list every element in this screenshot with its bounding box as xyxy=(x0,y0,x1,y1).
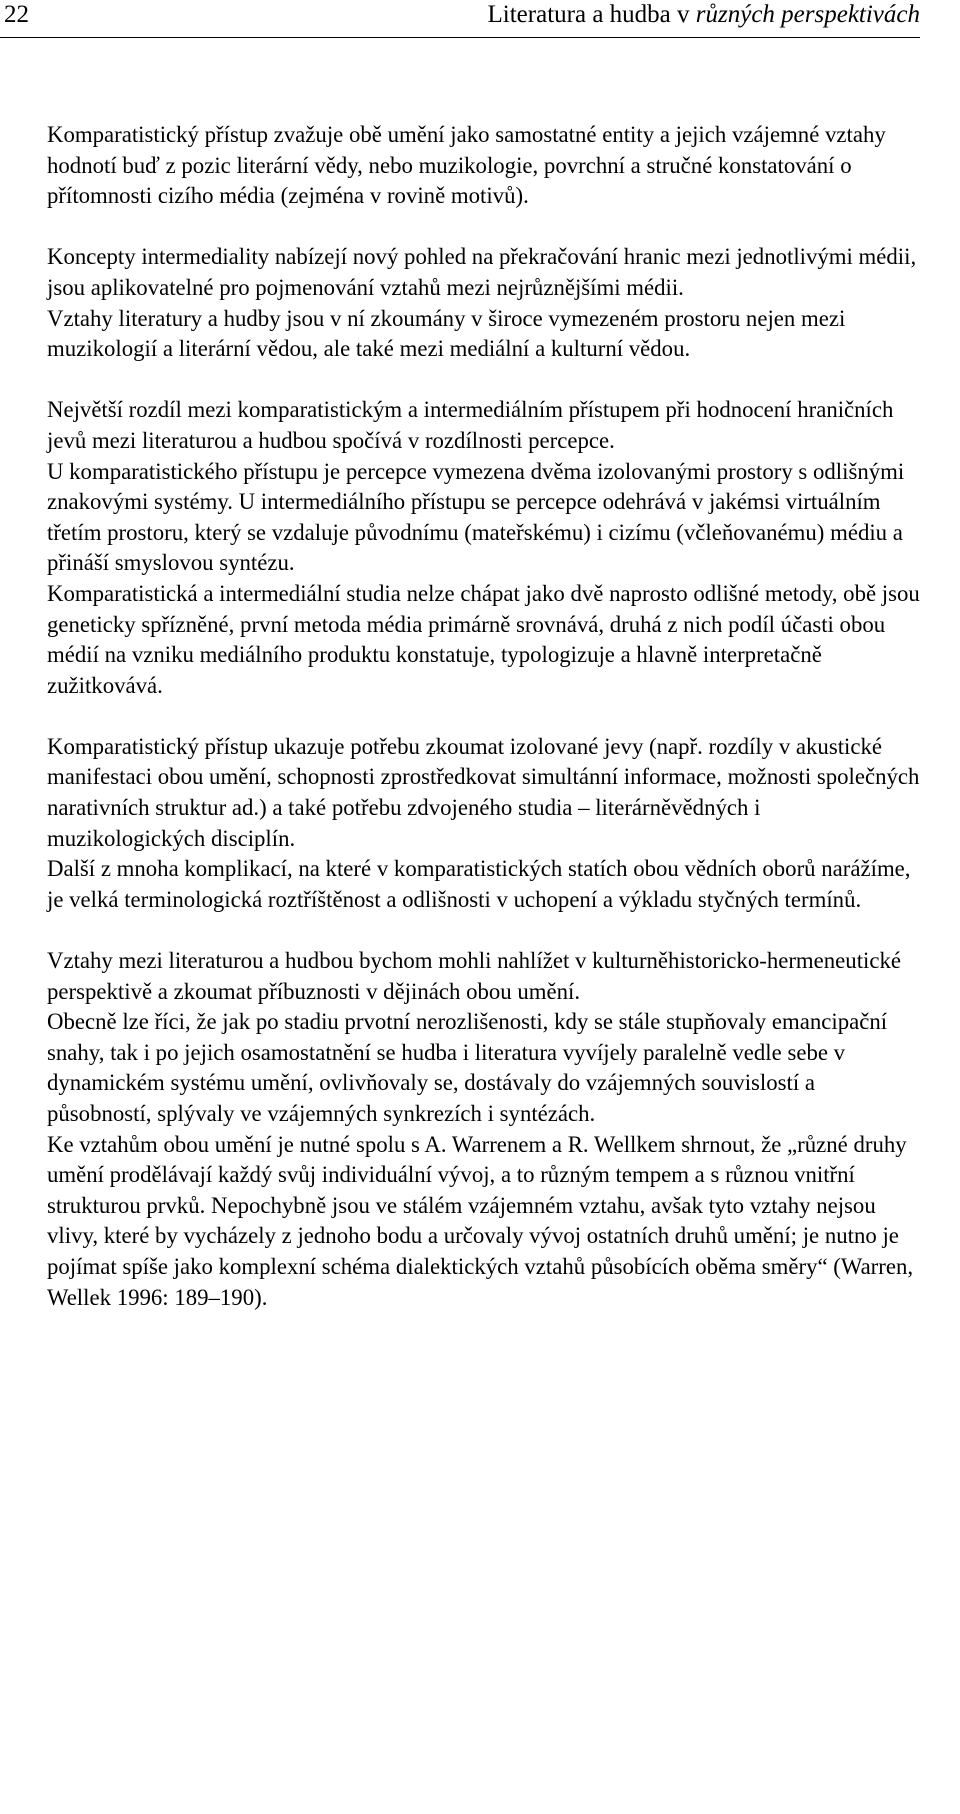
paragraph: Komparatistický přístup ukazuje potřebu zkoumat izolované jevy (např. rozdíly v akustické manifestaci obou umění, schopnosti zprostředkovat simultánní informace, možnosti společných narativních struktur ad.) a také potřebu zdvojeného studia – literárněvědných i muzikologických disciplín. xyxy=(47,733,920,851)
paragraph: Největší rozdíl mezi komparatistickým a intermediálním přístupem při hodnocení hraničních jevů mezi literaturou a hudbou spočívá v rozdílnosti percepce. xyxy=(47,397,894,453)
page-header xyxy=(0,0,960,40)
paragraph: Koncepty intermediality nabízejí nový pohled na překračování hranic mezi jednotlivými médii, jsou aplikovatelné pro pojmenování vztahů mezi nejrůznějšími médii. xyxy=(47,244,917,300)
header-rule xyxy=(0,37,920,38)
paragraph: Další z mnoha komplikací, na které v komparatistických statích obou vědních oborů narážíme, je velká terminologická roztříštěnost a odlišnosti v uchopení a výkladu styčných termínů. xyxy=(47,856,911,912)
paragraph: Komparatistický přístup zvažuje obě umění jako samostatné entity a jejich vzájemné vztahy hodnotí buď z pozic literární vědy, nebo muzikologie, povrchní a stručné konstatování o přítomnosti cizího média (zejména v rovině motivů). xyxy=(47,122,886,209)
paragraph: Vztahy mezi literaturou a hudbou bychom mohli nahlížet v kulturněhistoricko-hermeneutické perspektivě a zkoumat příbuznosti v dějinách obou umění. xyxy=(47,948,901,1004)
body-text xyxy=(47,120,922,1313)
paragraph: Vztahy literatury a hudby jsou v ní zkoumány v široce vymezeném prostoru nejen mezi muzikologií a literární vědou, ale také mezi mediální a kulturní vědou. xyxy=(47,305,846,362)
paragraph: Ke vztahům obou umění je nutné spolu s A. Warrenem a R. Wellkem shrnout, že „různé druhy umění prodělávají každý svůj individuální vývoj, a to různým tempem a s různou vnitřní strukturou prvků. Nepochybně jsou ve stálém vzájemném vztahu, avšak tyto vztahy nejsou vlivy, které by vycházely z jednoho bodu a určovaly vývoj ostatních druhů umění; je nutno je pojímat spíše jako komplexní schéma dialektických vztahů působících oběma směry“ (Warren, Wellek 1996: 189–190). xyxy=(47,1131,914,1310)
page-number: 22 xyxy=(4,1,29,28)
paragraph: Komparatistická a intermediální studia nelze chápat jako dvě naprosto odlišné metody, obě jsou geneticky spřízněné, první metoda média primárně srovnává, druhá z nich podíl účasti obou médií na vzniku mediálního produktu konstatuje, typologizuje a hlavně interpretačně zužitkovává. xyxy=(47,580,920,698)
running-title xyxy=(488,0,920,30)
running-title-prefix: Literatura a hudba v xyxy=(487,1,696,28)
paragraph: U komparatistického přístupu je percepce vymezena dvěma izolovanými prostory s odlišnými znakovými systémy. U intermediálního přístupu se percepce odehrává v jakémsi virtuálním třetím prostoru, který se vzdaluje původnímu (mateřskému) i cizímu (včleňovanému) médiu a přináší smyslovou syntézu. xyxy=(47,458,905,576)
running-title-italic: různých perspektivách xyxy=(695,1,920,28)
paragraph: Obecně lze říci, že jak po stadiu prvotní nerozlišenosti, kdy se stále stupňovaly emancipační snahy, tak i po jejich osamostatnění se hudba i literatura vyvíjely paralelně vedle sebe v dynamickém systému umění, ovlivňovaly se, dostávaly do vzájemných souvislostí a působností, splývaly ve vzájemných synkrezích i syntézách. xyxy=(47,1009,888,1126)
